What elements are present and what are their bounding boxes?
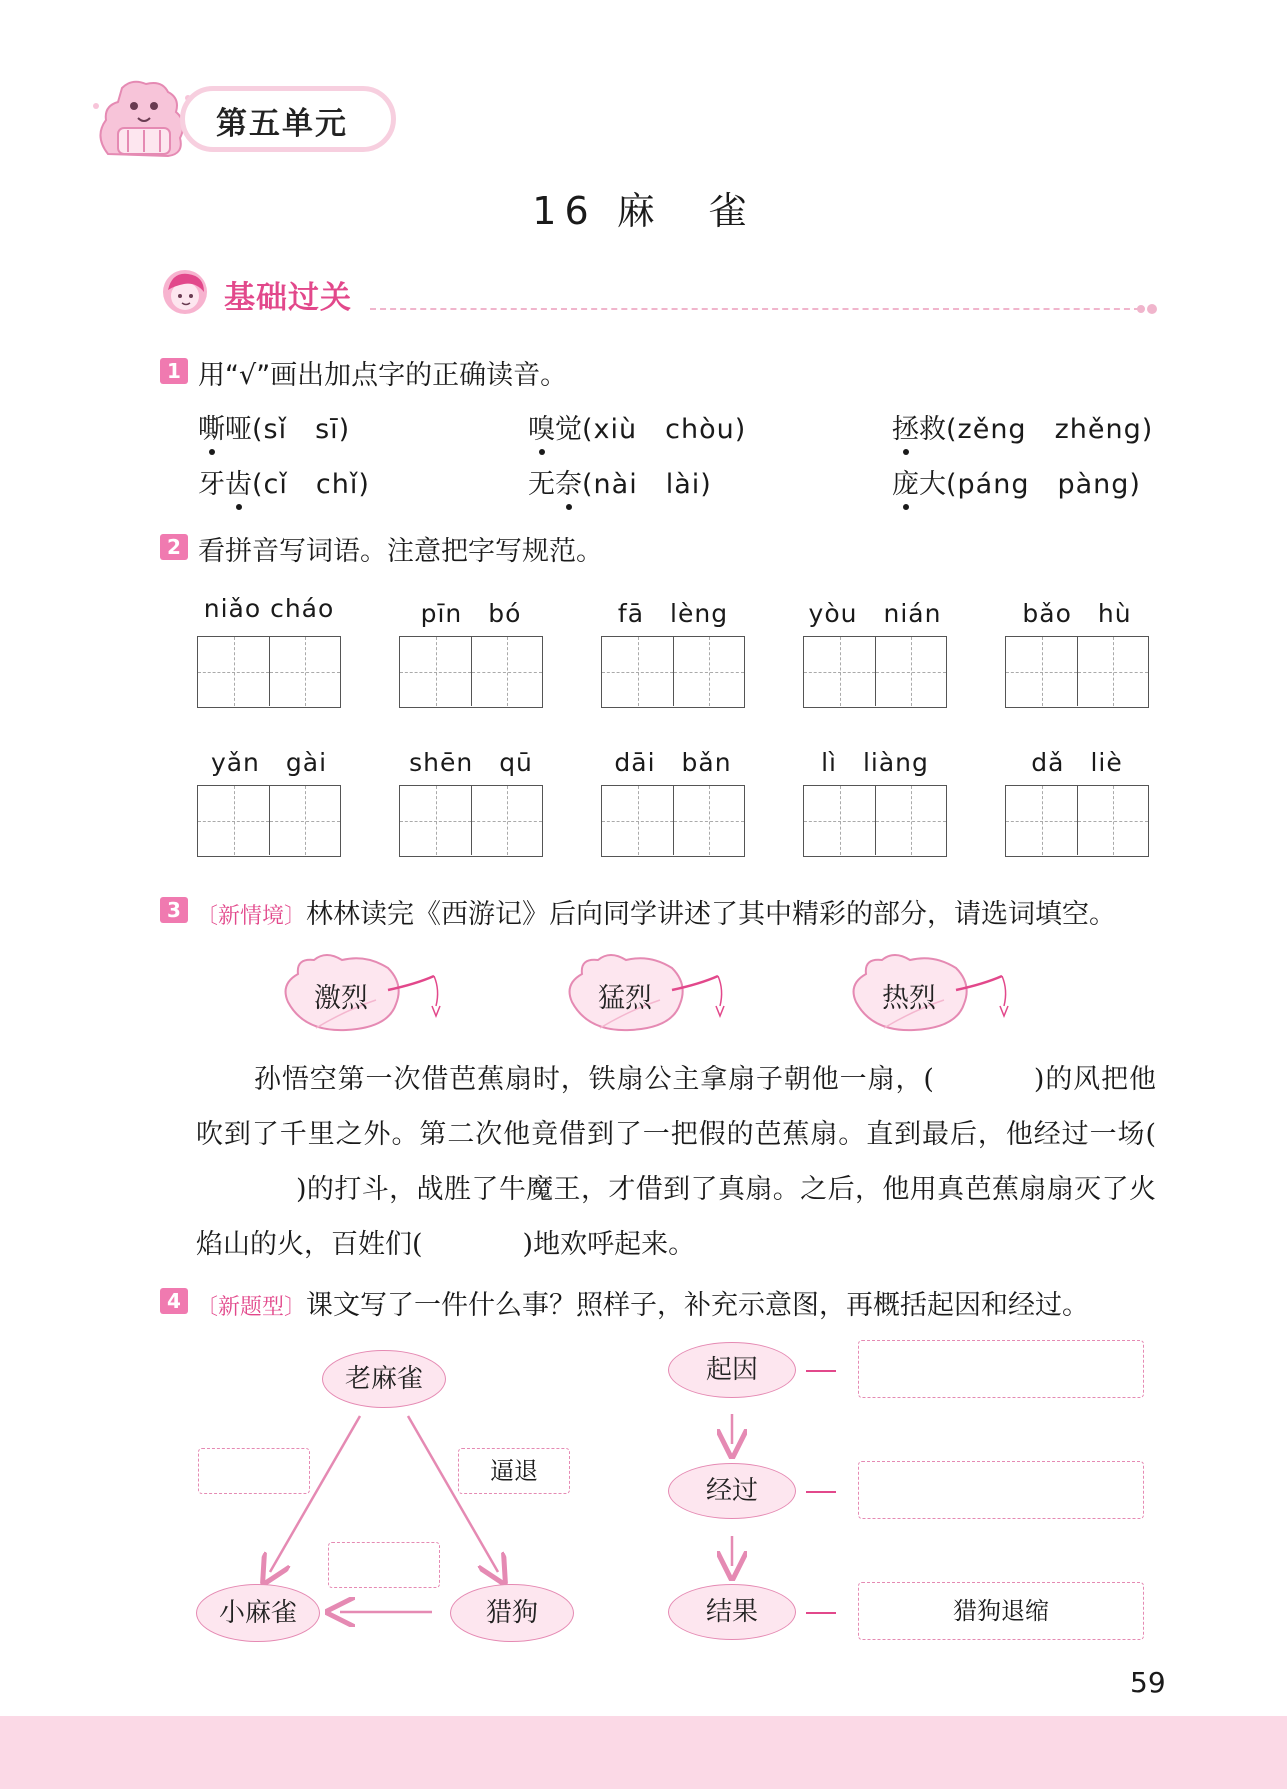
result-box: 猎狗退缩 (858, 1582, 1144, 1640)
answer-box-left[interactable] (198, 1448, 310, 1494)
word-option: 猛烈 (598, 983, 652, 1014)
process-answer-box[interactable] (858, 1461, 1144, 1519)
word-option: 热烈 (882, 983, 936, 1014)
pronunciation-item: 无奈(nài lài) (528, 469, 712, 500)
word-option: 激烈 (314, 983, 368, 1014)
pronunciation-item: 嘶哑(sǐ sī) (198, 414, 351, 445)
connector-dash (806, 1491, 836, 1493)
question-2-prompt: 看拼音写词语。注意把字写规范。 (198, 536, 603, 567)
question-number-4: 4 (160, 1288, 188, 1314)
pronunciation-item: 牙齿(cǐ chǐ) (198, 469, 370, 500)
node-hound: 猎狗 (450, 1584, 574, 1642)
passage: 孙悟空第一次借芭蕉扇时，铁扇公主拿扇子朝他一扇，( )的风把他吹到了千里之外。第二次他竟借到了一把假的芭蕉扇。直到最后，他经过一场()的打斗，战胜了牛魔王，才借到了真扇。之后，他用真芭蕉扇扇灭了火焰山的火，百姓们( )地欢呼起来。 (196, 1064, 1156, 1260)
question-number-3: 3 (160, 897, 188, 923)
writing-grid[interactable]: shēn qū (399, 743, 543, 857)
section-title: 基础过关 (224, 280, 352, 316)
question-4-prompt: 〔新题型〕课文写了一件什么事？照样子，补充示意图，再概括起因和经过。 (196, 1290, 1090, 1321)
node-old-sparrow: 老麻雀 (322, 1350, 446, 1408)
page-number: 59 (1130, 1666, 1166, 1699)
node-young-sparrow: 小麻雀 (196, 1584, 320, 1642)
writing-grid[interactable]: fā lèng (601, 594, 745, 708)
pronunciation-item: 拯救(zěng zhěng) (892, 414, 1154, 445)
question-number-2: 2 (160, 534, 188, 560)
connector-dash (806, 1370, 836, 1372)
writing-grid[interactable]: dǎ liè (1005, 743, 1149, 857)
writing-grid[interactable]: niǎo cháo (197, 594, 341, 708)
cause-answer-box[interactable] (858, 1340, 1144, 1398)
question-1-prompt: 用“√”画出加点字的正确读音。 (198, 360, 568, 391)
label-box-right: 逼退 (458, 1448, 570, 1494)
writing-grid[interactable]: bǎo hù (1005, 594, 1149, 708)
node-cause: 起因 (668, 1342, 796, 1398)
question-3-prompt: 〔新情境〕林林读完《西游记》后向同学讲述了其中精彩的部分，请选词填空。 (196, 899, 1117, 930)
lesson-title: 16 麻 雀 (532, 189, 755, 233)
pronunciation-item: 庞大(páng pàng) (892, 469, 1141, 500)
footer-band (0, 1716, 1287, 1789)
question-number-1: 1 (160, 358, 188, 384)
writing-grid[interactable]: dāi bǎn (601, 743, 745, 857)
pronunciation-item: 嗅觉(xiù chòu) (528, 414, 747, 445)
node-result: 结果 (668, 1584, 796, 1640)
unit-title: 第五单元 (216, 106, 348, 142)
writing-grid[interactable]: yòu nián (803, 594, 947, 708)
writing-grid[interactable]: yǎn gài (197, 743, 341, 857)
writing-grid[interactable]: lì liàng (803, 743, 947, 857)
connector-dash (806, 1612, 836, 1614)
writing-grid[interactable]: pīn bó (399, 594, 543, 708)
answer-box-bottom[interactable] (328, 1542, 440, 1588)
node-process: 经过 (668, 1463, 796, 1519)
